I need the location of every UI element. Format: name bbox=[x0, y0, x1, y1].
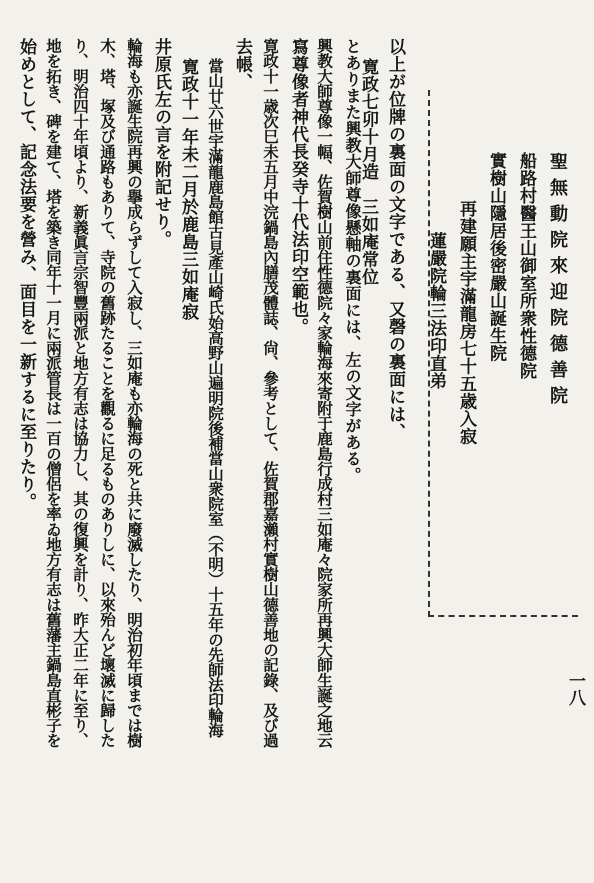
body-line: 寫尊像者神代長癸寺十代法印空範也。 bbox=[288, 38, 308, 336]
body-line: 興教大師尊像一幅、佐賀樹山前住性德院々家輪海來寄附于鹿島行成村三如庵々院家所再興大師生誕之地云 bbox=[315, 38, 334, 748]
body-line: 輪海も亦誕生院再興の擧成らずして入寂し、三如庵も亦輪海の死と共に廢滅したり、明治初年頃までは樹 bbox=[125, 38, 144, 748]
body-line: り、明治四十年頃より、新義眞言宗智豐兩派と地方有志は協力し、其の復興を計り、昨大正二年に至り、 bbox=[71, 38, 90, 748]
box-line: 再建願主宇滿龍房七十五歳入寂 bbox=[456, 200, 476, 445]
body-line: 寛政十一歳次巳未五月中浣鍋島內膳茂體誌、尙、參考として、佐賀郡嘉瀨村實樹山德善地の記錄、及び過 bbox=[261, 38, 280, 748]
body-line: 井原氏左の言を附記せり。 bbox=[151, 38, 171, 248]
body-line: 木、塔、塚及び通路もありて、寺院の舊跡たることを觀るに足るものありしに、以來殆んど壞滅に歸した bbox=[98, 38, 117, 748]
page-number: 一八 bbox=[565, 672, 585, 706]
body-line: 以上が位牌の裏面の文字である、又磬の裏面には、 bbox=[385, 38, 405, 441]
body-line: とありまた興教大師尊像懸軸の裏面には、左の文字がある。 bbox=[343, 38, 362, 484]
body-line: 地を拓き、碑を建て、塔を築き同年十一月に兩派管長は一百の僧侶を率ゐ地方有志は舊藩主鍋島直彬子を bbox=[44, 38, 63, 748]
box-line: 船路村醫王山御室所衆性德院 bbox=[516, 152, 536, 380]
box-line: 實樹山隱居後密嚴山誕生院 bbox=[486, 152, 506, 362]
box-line: 蓮嚴院輪三法印直弟 bbox=[426, 232, 446, 390]
body-line: 去帳、 bbox=[232, 38, 252, 91]
body-line: 寛政七卯十月造 三如庵常位 bbox=[358, 58, 378, 286]
body-line: 始めとして、記念法要を營み、面目を一新するに至りたり。 bbox=[16, 38, 36, 511]
body-line: 當山廿六世宇滿龍鹿島館古見產山崎氏始高野山遍明院後補當山衆院室（不明）十五年の先師法印輪海 bbox=[206, 58, 225, 738]
body-line: 寛政十一年未二月於鹿島三如庵寂 bbox=[178, 58, 198, 321]
box-title: 聖無動院來迎院德善院 bbox=[547, 152, 568, 412]
